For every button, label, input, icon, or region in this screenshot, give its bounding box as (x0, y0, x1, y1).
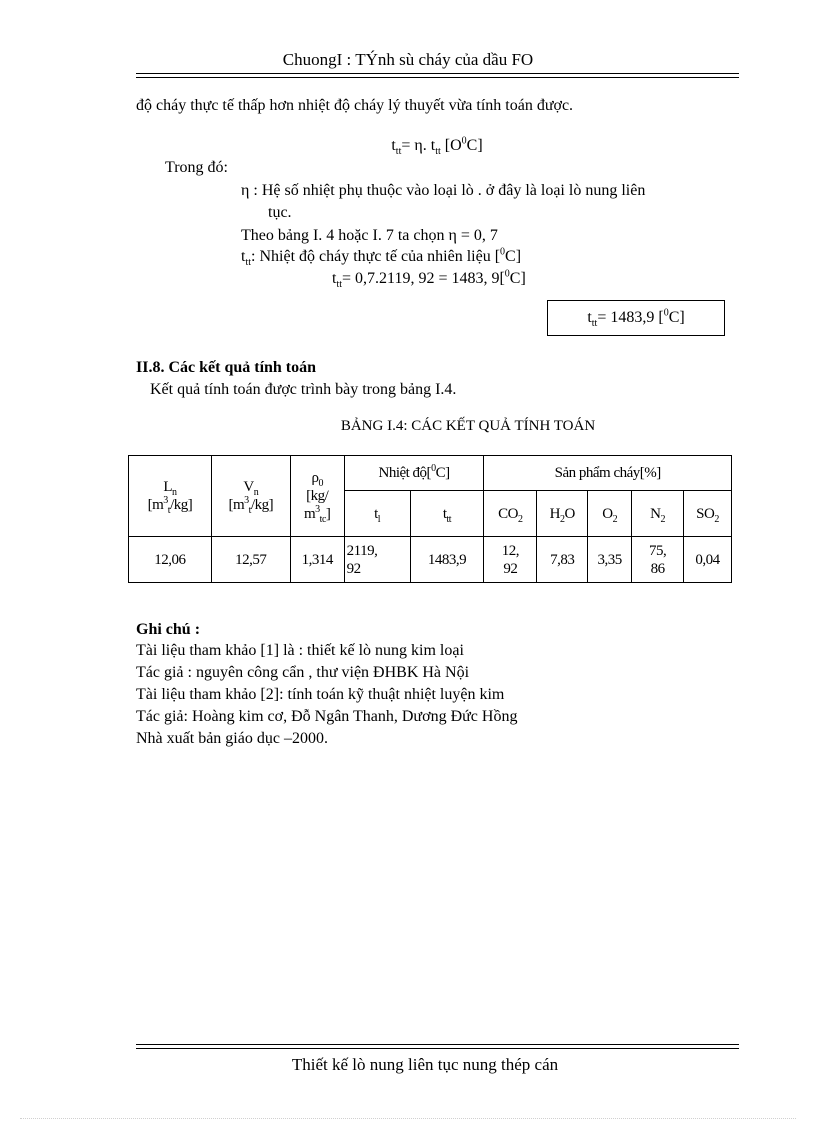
note-line-1: Tài liệu tham khảo [1] là : thiết kế lò nung kim loại (136, 642, 464, 659)
table-title: BẢNG I.4: CÁC KẾT QUẢ TÍNH TOÁN (340, 418, 596, 434)
cell-h2o: 7,83 (537, 537, 588, 583)
cell-so2: 0,04 (684, 537, 732, 583)
formula-line: $t_{tt}= \eta$. $t_{tt}$ $[O^0C]$ (391, 135, 483, 158)
cell-tt: 1483,9 (410, 537, 484, 583)
ttt-calculation: $t_{tt}= 0,7.2119$, 92 = 1483, 9[$^0$C] (332, 268, 526, 291)
col-header-n2: $N_2$ (632, 491, 684, 537)
note-line-4: Tác giả: Hoàng kim cơ, Đỗ Ngân Thanh, Dương Đức Hồng (136, 708, 518, 725)
footer-rule-bottom (136, 1048, 739, 1049)
col-header-vn: $V_n$ $[m^3_t/kg]$ (211, 456, 290, 537)
intro-paragraph: độ cháy thực tế thấp hơn nhiệt độ cháy lý thuyết vừa tính toán được. (136, 97, 574, 114)
page-footer-title: Thiết kế lò nung liên tục nung thép cán (291, 1055, 559, 1074)
footer-rule-top (136, 1044, 739, 1045)
section-intro: Kết quả tính toán được trình bày trong bảng I.4. (150, 381, 457, 398)
cell-rho: 1,314 (290, 537, 344, 583)
header-rule-bottom (136, 77, 739, 78)
col-header-h2o: $H_2O$ (537, 491, 588, 537)
col-header-rho: $\rho_0$ [kg/ $m^3_{tc}$] (290, 456, 344, 537)
table-choice-line: Theo bảng I. 4 hoặc I. 7 ta chọn η = 0, 7 (241, 227, 498, 244)
col-header-co2: $CO_2$ (484, 491, 537, 537)
cell-tl: 2119, 92 (344, 537, 410, 583)
col-header-o2: $O_2$ (588, 491, 632, 537)
eta-definition-cont: tục. (268, 204, 292, 221)
note-line-2: Tác giả : nguyên công cẩn , thư viện ĐHBK Hà Nội (136, 664, 470, 681)
col-group-combustion-products: Sản phẩm cháy[%] (484, 456, 732, 491)
note-line-3: Tài liệu tham khảo [2]: tính toán kỹ thuật nhiệt luyện kim (136, 686, 505, 703)
table-header-row-1 (129, 456, 732, 491)
cell-co2: 12, 92 (484, 537, 537, 583)
ttt-description: $t_{tt}$: Nhiệt độ cháy thực tế của nhiên liệu [$^0$C] (241, 246, 522, 269)
cell-n2: 75, 86 (632, 537, 684, 583)
header-rule-top (136, 73, 739, 74)
result-box: $t_{tt}= 1483,9$ [$^0$C] (547, 300, 725, 336)
cell-ln: 12,06 (129, 537, 212, 583)
cell-o2: 3,35 (588, 537, 632, 583)
col-header-tt: $t_{tt}$ (410, 491, 484, 537)
table-row (129, 537, 732, 583)
eta-definition: η : Hệ số nhiệt phụ thuộc vào loại lò . ở đây là loại lò nung liên (241, 182, 646, 199)
col-header-so2: $SO_2$ (684, 491, 732, 537)
cell-vn: 12,57 (211, 537, 290, 583)
page-header-title: ChuongI : TÝnh sù cháy của dầu FO (282, 50, 534, 69)
section-heading: II.8. Các kết quả tính toán (136, 359, 317, 376)
col-header-ln: $L_n$ $[m^3_t/kg]$ (129, 456, 212, 537)
where-label: Trong đó: (165, 159, 228, 176)
notes-heading: Ghi chú : (136, 621, 201, 638)
col-group-temperature: Nhiệt độ[$^0$C] (344, 456, 484, 491)
note-line-5: Nhà xuất bản giáo dục –2000. (136, 730, 328, 747)
col-header-tl: $t_l$ (344, 491, 410, 537)
page-edge-dots (20, 1118, 796, 1119)
results-table (128, 455, 732, 583)
